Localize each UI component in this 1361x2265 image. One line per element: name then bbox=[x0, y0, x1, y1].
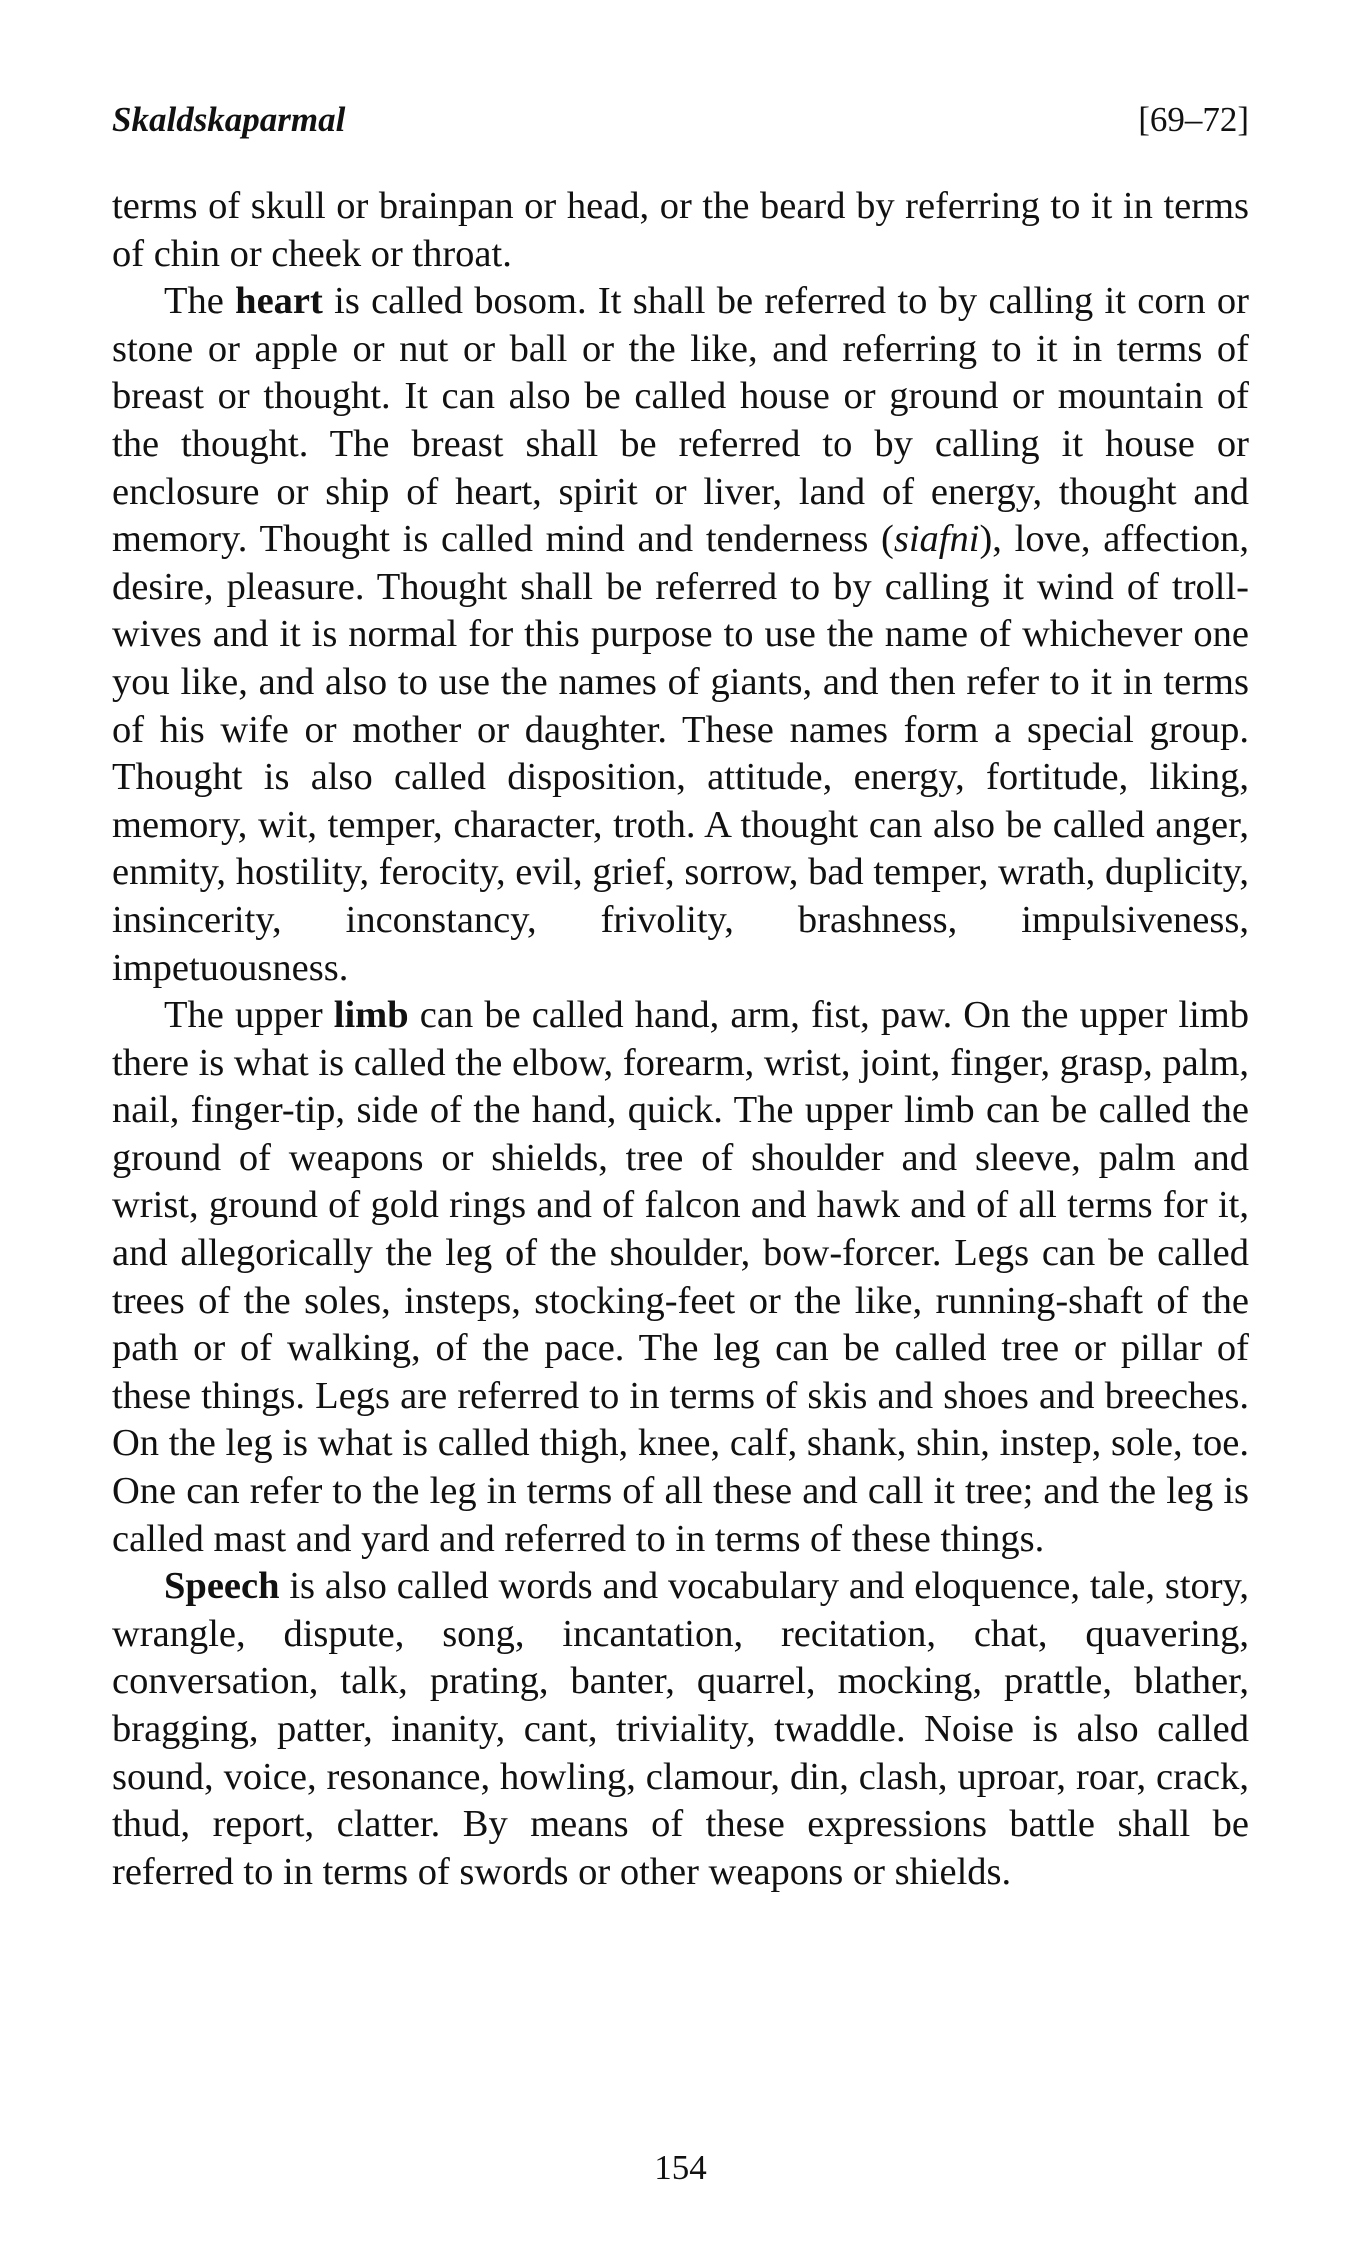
section-reference: [69–72] bbox=[1138, 100, 1249, 139]
paragraph-lead: The bbox=[164, 280, 236, 323]
paragraph-text: can be called hand, arm, fist, paw. On the upper limb there is what is called the elbow, forearm, wrist, joint, finger, grasp, palm, nail, finger-tip, side of the hand, quick. The upper limb can be called the ground of weapons or shields, tree of shoulder and sleeve, palm and wrist, ground of gold rings and of falcon and hawk and of all terms for it, and allegorically the leg of the shoulder, bow-forcer. Legs can be called trees of the soles, insteps, stocking-feet or the like, running-shaft of the path or of walking, of the pace. The leg can be called tree or pillar of these things. Legs are referred to in terms of skis and shoes and breeches. On the leg is what is called thigh, knee, calf, shank, shin, instep, sole, toe. One can refer to the leg in terms of all these and call it tree; and the leg is called mast and yard and referred to in terms of these things. bbox=[112, 994, 1250, 1560]
paragraph-lead: The upper bbox=[164, 994, 334, 1037]
paragraph-text: is called bosom. It shall be referred to by calling it corn or stone or apple or nut or ball or the like, and referring to it in terms of breast or thought. It can also be called house or ground or mountain of the thought. The breast shall be referred to by calling it house or enclosure or ship of heart, spirit or liver, land of energy, thought and memory. Thought is called mind and tenderness ( bbox=[112, 280, 1250, 561]
paragraph-text: terms of skull or brainpan or head, or the beard by referring to it in terms of chin or cheek or throat. bbox=[112, 185, 1249, 275]
term-heart: heart bbox=[235, 280, 323, 323]
term-siafni: siafni bbox=[893, 518, 980, 561]
term-speech: Speech bbox=[164, 1565, 280, 1608]
paragraph-speech bbox=[112, 1563, 1249, 1896]
running-title: Skaldskaparmal bbox=[112, 100, 346, 139]
paragraph-heart bbox=[112, 278, 1249, 992]
term-limb: limb bbox=[333, 994, 409, 1037]
paragraph-text: ), love, affection, desire, pleasure. Thought shall be referred to by calling it wind of troll-wives and it is normal for this purpose to use the name of whichever one you like, and also to use the names of giants, and then refer to it in terms of his wife or mother or daughter. These names form a special group. Thought is also called disposition, attitude, energy, fortitude, liking, memory, wit, temper, character, troth. A thought can also be called anger, enmity, hostility, ferocity, evil, grief, sorrow, bad temper, wrath, duplicity, insincerity, inconstancy, frivolity, brashness, impulsiveness, impetuousness. bbox=[112, 518, 1249, 989]
running-head bbox=[112, 100, 1249, 160]
paragraph-text: is also called words and vocabulary and eloquence, tale, story, wrangle, dispute, song, incantation, recitation, chat, quavering, conversation, talk, prating, banter, quarrel, mocking, prattle, blather, bragging, patter, inanity, cant, triviality, twaddle. Noise is also called sound, voice, resonance, howling, clamour, din, clash, uproar, roar, crack, thud, report, clatter. By means of these expressions battle shall be referred to in terms of swords or other weapons or shields. bbox=[112, 1565, 1249, 1893]
body-text bbox=[112, 183, 1249, 1896]
paragraph-limb bbox=[112, 992, 1249, 1563]
paragraph-continuation bbox=[112, 183, 1249, 278]
page-number: 154 bbox=[654, 2148, 707, 2187]
